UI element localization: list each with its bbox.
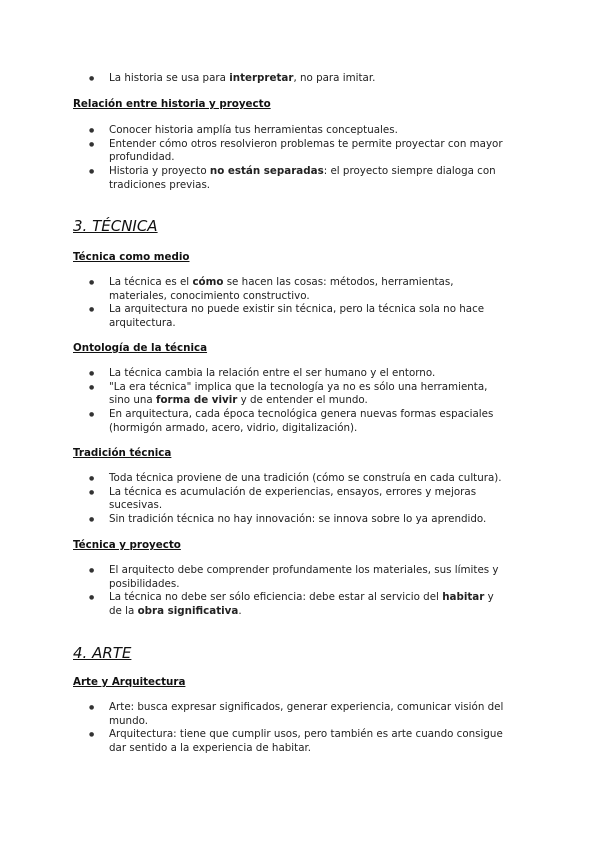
text-segment: Arquitectura: tiene que cumplir usos, pero también es arte cuando consigue dar sentido a la experiencia de habitar. [109,728,503,755]
list-item [0,303,509,330]
bold-text: obra significativa [137,605,239,618]
bullet-list [0,72,509,86]
list-item [0,124,509,138]
text-segment: Conocer historia amplía tus herramientas conceptuales. [109,124,398,136]
list-item [0,367,509,381]
bold-text: cómo [192,276,224,288]
list-item [0,486,509,513]
text-segment: Historia y proyecto [109,165,210,178]
list-item [0,408,509,435]
list-item [0,591,509,618]
text-segment: Sin tradición técnica no hay innovación: se innova sobre lo ya aprendido. [109,513,487,526]
list-item [0,276,509,303]
subheading: Técnica y proyecto [73,539,181,551]
text-segment: . [238,605,242,618]
subheading: Arte y Arquitectura [73,676,186,688]
list-item [0,472,509,486]
subheading: Técnica como medio [73,251,190,263]
list-item [0,513,509,527]
bold-text: no están separadas [209,165,324,178]
list-item [0,728,509,755]
bullet-list [0,701,509,756]
list-item [0,381,509,408]
bold-text: interpretar [229,72,294,84]
text-segment: La técnica es el [109,276,193,288]
text-segment: Arte: busca expresar significados, generar experiencia, comunicar visión del mundo. [109,701,504,727]
list-item [0,564,509,591]
bold-text: forma de vivir [155,394,238,407]
list-item [0,701,509,728]
text-segment: "La era técnica" implica que la tecnología ya no es sólo una herramienta, sino una [109,380,488,407]
text-segment: : el proyecto siempre dialoga con tradiciones previas. [109,165,496,191]
text-segment: Toda técnica proviene de una tradición (cómo se construía en cada cultura). [109,472,502,484]
text-segment: La técnica cambia la relación entre el ser humano y el entorno. [109,367,436,379]
text-segment: La arquitectura no puede existir sin técnica, pero la técnica sola no hace arquitectura. [109,303,485,330]
bullet-list [0,472,509,527]
bullet-list [0,367,509,436]
text-segment: La técnica no debe ser sólo eficiencia: debe estar al servicio del [109,591,443,604]
text-segment: se hacen las cosas: métodos, herramientas, materiales, conocimiento constructivo. [109,276,454,302]
text-segment: La técnica es acumulación de experiencias, ensayos, errores y mejoras sucesivas. [109,485,477,512]
bullet-list [0,124,509,193]
bullet-list [0,276,509,331]
subheading: Relación entre historia y proyecto [73,98,271,110]
text-segment: El arquitecto debe comprender profundamente los materiales, sus límites y posibilidades. [109,564,499,590]
subheading: Ontología de la técnica [73,342,208,354]
bullet-list [0,564,509,619]
section-heading: 4. ARTE [73,644,132,662]
text-segment: , no para imitar. [293,72,376,84]
text-segment: y de entender el mundo. [237,394,368,407]
list-item [0,138,509,165]
text-segment: y de la [109,591,494,618]
list-item [0,165,509,192]
subheading: Tradición técnica [73,447,172,459]
section-heading: 3. TÉCNICA [73,217,158,235]
text-segment: Entender cómo otros resolvieron problemas te permite proyectar con mayor profundidad. [109,137,503,164]
list-item [0,72,509,86]
bold-text: habitar [442,591,485,604]
text-segment: La historia se usa para [109,72,230,84]
text-segment: En arquitectura, cada época tecnológica genera nuevas formas espaciales (hormigón armado, acero, vidrio, digitalización). [109,408,494,434]
